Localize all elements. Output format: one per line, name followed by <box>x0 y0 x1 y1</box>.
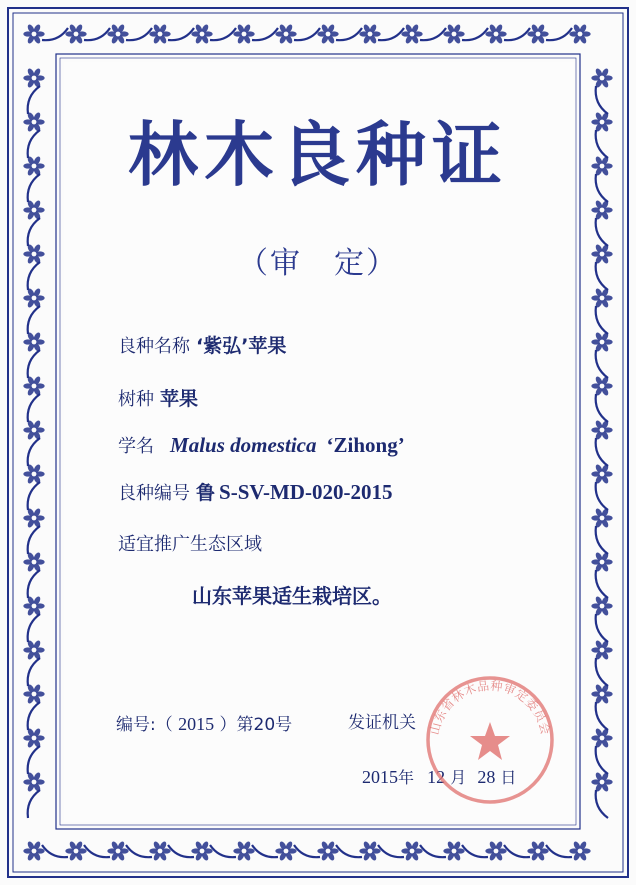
vine-scroll <box>546 845 572 857</box>
floral-ornament-icon <box>591 771 612 792</box>
floral-ornament-icon <box>317 840 338 861</box>
vine-scroll <box>596 614 608 642</box>
region-label: 适宜推广生态区域 <box>118 534 262 555</box>
certificate-title: 林木良种证 <box>128 114 508 196</box>
date-year: 2015 <box>362 767 398 787</box>
vine-scroll <box>28 614 40 642</box>
vine-scroll <box>596 746 608 774</box>
floral-ornament-icon <box>527 840 548 861</box>
floral-ornament-icon <box>401 23 422 44</box>
variety-number-label: 良种编号 <box>118 483 190 504</box>
floral-ornament-icon <box>65 23 86 44</box>
floral-ornament-icon <box>65 840 86 861</box>
floral-ornament-icon <box>191 23 212 44</box>
variety-row <box>118 337 286 356</box>
vine-scroll <box>28 746 40 774</box>
vine-scroll <box>252 845 278 857</box>
floral-ornament-icon <box>23 595 44 616</box>
floral-ornament-icon <box>233 23 254 44</box>
vine-scroll <box>420 28 446 40</box>
certificate-subtitle: （审 定） <box>238 246 398 281</box>
vine-scroll <box>252 28 278 40</box>
vine-scroll <box>28 482 40 510</box>
floral-ornament-icon <box>569 23 590 44</box>
floral-ornament-icon <box>569 840 590 861</box>
floral-ornament-icon <box>591 419 612 440</box>
vine-scroll <box>84 28 110 40</box>
floral-ornament-icon <box>107 840 128 861</box>
floral-ornament-icon <box>23 375 44 396</box>
floral-ornament-icon <box>23 287 44 308</box>
issuer-label: 发证机关 <box>348 713 416 733</box>
issuer <box>348 715 416 732</box>
floral-ornament-icon <box>317 23 338 44</box>
floral-ornament-icon <box>359 840 380 861</box>
vine-scroll <box>210 28 236 40</box>
species-row <box>118 390 198 409</box>
scientific-name-cultivar: ‘Zihong’ <box>326 433 405 457</box>
vine-scroll <box>28 86 40 114</box>
issue-number-label: 编号:（ <box>116 715 173 735</box>
vine-scroll <box>28 570 40 598</box>
vine-scroll <box>294 845 320 857</box>
floral-ornament-icon <box>23 551 44 572</box>
vine-scroll <box>596 438 608 466</box>
variety-number-prefix: 鲁 <box>196 482 216 504</box>
scientific-name-label: 学名 <box>118 436 154 457</box>
vine-scroll <box>294 28 320 40</box>
floral-ornament-icon <box>107 23 128 44</box>
floral-ornament-icon <box>443 840 464 861</box>
issue-number-suffix: ）第20号 <box>219 715 293 735</box>
variety-label: 良种名称 <box>118 336 190 357</box>
vine-scroll <box>596 394 608 422</box>
floral-ornament-icon <box>23 111 44 132</box>
floral-ornament-icon <box>591 595 612 616</box>
vine-scroll <box>596 790 608 818</box>
date-day: 28 <box>477 767 496 787</box>
floral-ornament-icon <box>485 840 506 861</box>
vine-scroll <box>596 482 608 510</box>
vine-scroll <box>420 845 446 857</box>
floral-ornament-icon <box>591 111 612 132</box>
date-month: 12 <box>427 767 446 787</box>
scientific-name-genus-species: Malus domestica <box>170 433 317 457</box>
floral-ornament-icon <box>23 155 44 176</box>
vine-scroll <box>28 130 40 158</box>
vine-scroll <box>596 526 608 554</box>
issue-number <box>116 715 292 734</box>
vine-scroll <box>42 28 68 40</box>
issue-number-year: 2015 <box>178 714 215 734</box>
species-label: 树种 <box>118 389 154 410</box>
floral-ornament-icon <box>23 419 44 440</box>
vine-scroll <box>28 526 40 554</box>
vine-scroll <box>546 28 572 40</box>
vine-scroll <box>596 130 608 158</box>
floral-ornament-icon <box>23 463 44 484</box>
vine-scroll <box>28 394 40 422</box>
vine-scroll <box>28 790 40 818</box>
scientific-name-row <box>118 435 405 456</box>
floral-ornament-icon <box>23 840 44 861</box>
floral-ornament-icon <box>591 463 612 484</box>
vine-scroll <box>596 570 608 598</box>
floral-ornament-icon <box>591 287 612 308</box>
vine-scroll <box>596 350 608 378</box>
floral-ornament-icon <box>591 551 612 572</box>
floral-ornament-icon <box>23 331 44 352</box>
floral-ornament-icon <box>591 199 612 220</box>
vine-scroll <box>596 702 608 730</box>
vine-scroll <box>168 28 194 40</box>
vine-scroll <box>504 28 530 40</box>
vine-scroll <box>28 174 40 202</box>
vine-scroll <box>126 845 152 857</box>
vine-scroll <box>28 350 40 378</box>
floral-ornament-icon <box>591 375 612 396</box>
seal-text: 山东省林木品种审定委员会 <box>427 678 553 737</box>
vine-scroll <box>28 658 40 686</box>
floral-ornament-icon <box>23 639 44 660</box>
floral-ornament-icon <box>591 683 612 704</box>
floral-ornament-icon <box>149 840 170 861</box>
vine-scroll <box>210 845 236 857</box>
species-value: 苹果 <box>160 388 199 410</box>
vine-scroll <box>28 702 40 730</box>
floral-ornament-icon <box>23 683 44 704</box>
official-seal <box>420 670 560 805</box>
vine-scroll <box>596 306 608 334</box>
vine-scroll <box>596 86 608 114</box>
vine-scroll <box>84 845 110 857</box>
floral-ornament-icon <box>275 840 296 861</box>
floral-ornament-icon <box>23 67 44 88</box>
vine-scroll <box>596 174 608 202</box>
date-day-unit: 日 <box>500 768 517 787</box>
vine-scroll <box>378 28 404 40</box>
floral-ornament-icon <box>591 639 612 660</box>
floral-ornament-icon <box>191 840 212 861</box>
floral-ornament-icon <box>591 155 612 176</box>
date-month-unit: 月 <box>450 768 467 787</box>
floral-ornament-icon <box>591 67 612 88</box>
floral-ornament-icon <box>591 331 612 352</box>
vine-scroll <box>504 845 530 857</box>
variety-number-row <box>118 482 392 503</box>
seal-star-icon <box>470 722 510 760</box>
vine-scroll <box>28 438 40 466</box>
vine-scroll <box>168 845 194 857</box>
variety-value: ‘紫弘’苹果 <box>196 335 287 357</box>
floral-ornament-icon <box>591 507 612 528</box>
vine-scroll <box>462 845 488 857</box>
floral-ornament-icon <box>23 507 44 528</box>
floral-ornament-icon <box>485 23 506 44</box>
date-year-unit: 年 <box>398 768 415 787</box>
floral-ornament-icon <box>23 199 44 220</box>
vine-scroll <box>462 28 488 40</box>
floral-ornament-icon <box>443 23 464 44</box>
floral-ornament-icon <box>359 23 380 44</box>
floral-ornament-icon <box>527 23 548 44</box>
region-label-row <box>118 535 262 554</box>
vine-scroll <box>336 28 362 40</box>
floral-ornament-icon <box>23 771 44 792</box>
region-value: 山东苹果适生栽培区。 <box>192 584 392 608</box>
floral-ornament-icon <box>23 23 44 44</box>
vine-scroll <box>42 845 68 857</box>
floral-ornament-icon <box>233 840 254 861</box>
vine-scroll <box>336 845 362 857</box>
vine-scroll <box>28 306 40 334</box>
floral-ornament-icon <box>275 23 296 44</box>
floral-ornament-icon <box>401 840 422 861</box>
floral-ornament-icon <box>23 727 44 748</box>
variety-number-value: S-SV-MD-020-2015 <box>219 480 393 504</box>
floral-ornament-icon <box>149 23 170 44</box>
vine-scroll <box>596 658 608 686</box>
vine-scroll <box>126 28 152 40</box>
vine-scroll <box>378 845 404 857</box>
floral-ornament-icon <box>591 727 612 748</box>
